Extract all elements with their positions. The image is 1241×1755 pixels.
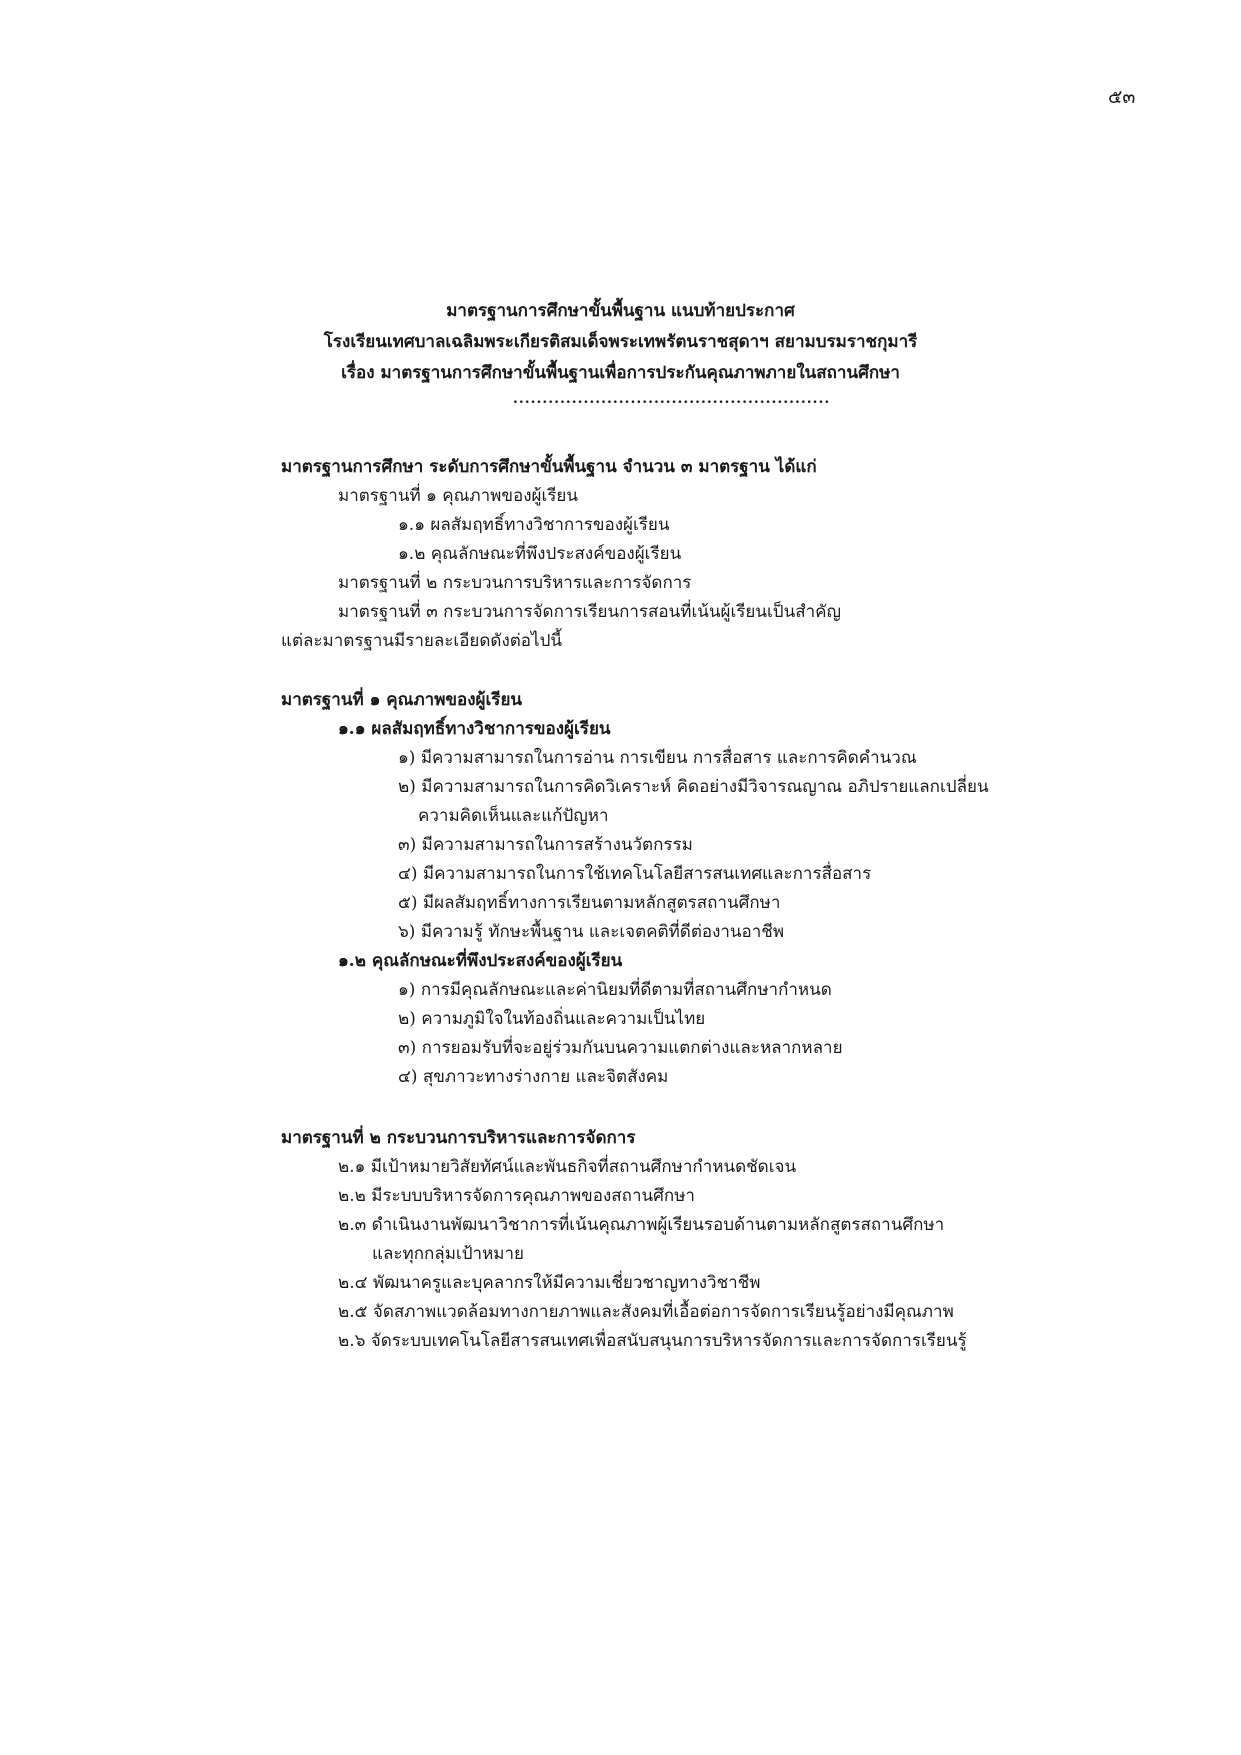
title-line-1: มาตรฐานการศึกษาขั้นพื้นฐาน แนบท้ายประกาศ: [446, 301, 795, 321]
standard-2-item-3: ๒.๓ ดำเนินงานพัฒนาวิชาการที่เน้นคุณภาพผู้เรียนรอบด้านตามหลักสูตรสถานศึกษา: [338, 1215, 945, 1235]
page-number: ๕๓: [1108, 86, 1136, 108]
standard-2-item-5: ๒.๕ จัดสภาพแวดล้อมทางกายภาพและสังคมที่เอื้อต่อการจัดการเรียนรู้อย่างมีคุณภาพ: [338, 1302, 954, 1322]
standard-1-2-item-2: ๒) ความภูมิใจในท้องถิ่นและความเป็นไทย: [398, 1009, 706, 1029]
overview-standard-1-2: ๑.๒ คุณลักษณะที่พึงประสงค์ของผู้เรียน: [398, 544, 682, 564]
standard-2-item-2: ๒.๒ มีระบบบริหารจัดการคุณภาพของสถานศึกษา: [338, 1186, 695, 1206]
standard-1-1-item-2-continued: ความคิดเห็นและแก้ปัญหา: [418, 806, 609, 826]
standard-1-1-item-5: ๕) มีผลสัมฤทธิ์ทางการเรียนตามหลักสูตรสถานศึกษา: [398, 893, 781, 913]
standard-1-2-item-1: ๑) การมีคุณลักษณะและค่านิยมที่ดีตามที่สถานศึกษากำหนด: [398, 980, 832, 1000]
standard-1-1-item-1: ๑) มีความสามารถในการอ่าน การเขียน การสื่อสาร และการคิดคำนวณ: [398, 748, 917, 768]
standard-2-item-1: ๒.๑ มีเป้าหมายวิสัยทัศน์และพันธกิจที่สถานศึกษากำหนดชัดเจน: [338, 1157, 797, 1177]
standard-1-2-item-3: ๓) การยอมรับที่จะอยู่ร่วมกันบนความแตกต่างและหลากหลาย: [398, 1038, 843, 1058]
title-line-3: เรื่อง มาตรฐานการศึกษาขั้นพื้นฐานเพื่อการประกันคุณภาพภายในสถานศึกษา: [341, 363, 900, 383]
standard-2-heading: มาตรฐานที่ ๒ กระบวนการบริหารและการจัดการ: [281, 1128, 636, 1148]
standard-2-item-3-continued: และทุกกลุ่มเป้าหมาย: [372, 1244, 524, 1264]
overview-standard-1: มาตรฐานที่ ๑ คุณภาพของผู้เรียน: [338, 486, 578, 506]
title-line-2: โรงเรียนเทศบาลเฉลิมพระเกียรติสมเด็จพระเทพรัตนราชสุดาฯ สยามบรมราชกุมารี: [323, 332, 918, 352]
standard-1-1-item-2: ๒) มีความสามารถในการคิดวิเคราะห์ คิดอย่างมีวิจารณญาณ อภิปรายแลกเปลี่ยน: [398, 777, 989, 797]
document-title: [0, 296, 1241, 389]
standard-1-1-item-3: ๓) มีความสามารถในการสร้างนวัตกรรม: [398, 835, 693, 855]
title-separator: ......................................................: [513, 391, 831, 407]
standard-1-1-item-4: ๔) มีความสามารถในการใช้เทคโนโลยีสารสนเทศและการสื่อสาร: [398, 864, 872, 884]
standard-2-item-4: ๒.๔ พัฒนาครูและบุคลากรให้มีความเชี่ยวชาญทางวิชาชีพ: [338, 1273, 761, 1293]
standard-1-heading: มาตรฐานที่ ๑ คุณภาพของผู้เรียน: [281, 690, 523, 710]
standard-1-2-heading: ๑.๒ คุณลักษณะที่พึงประสงค์ของผู้เรียน: [338, 951, 623, 971]
standard-1-1-item-6: ๖) มีความรู้ ทักษะพื้นฐาน และเจตคติที่ดีต่องานอาชีพ: [398, 922, 785, 942]
overview-standard-3: มาตรฐานที่ ๓ กระบวนการจัดการเรียนการสอนที่เน้นผู้เรียนเป็นสำคัญ: [338, 602, 842, 622]
overview-standard-1-1: ๑.๑ ผลสัมฤทธิ์ทางวิชาการของผู้เรียน: [398, 515, 670, 535]
standard-1-1-heading: ๑.๑ ผลสัมฤทธิ์ทางวิชาการของผู้เรียน: [338, 719, 611, 739]
overview-standard-2: มาตรฐานที่ ๒ กระบวนการบริหารและการจัดการ: [338, 573, 692, 593]
overview-closing: แต่ละมาตรฐานมีรายละเอียดดังต่อไปนี้: [281, 631, 562, 651]
standard-1-2-item-4: ๔) สุขภาวะทางร่างกาย และจิตสังคม: [398, 1067, 669, 1087]
overview-heading: มาตรฐานการศึกษา ระดับการศึกษาขั้นพื้นฐาน จำนวน ๓ มาตรฐาน ได้แก่: [281, 457, 817, 477]
standard-2-item-6: ๒.๖ จัดระบบเทคโนโลยีสารสนเทศเพื่อสนับสนุนการบริหารจัดการและการจัดการเรียนรู้: [338, 1331, 967, 1351]
